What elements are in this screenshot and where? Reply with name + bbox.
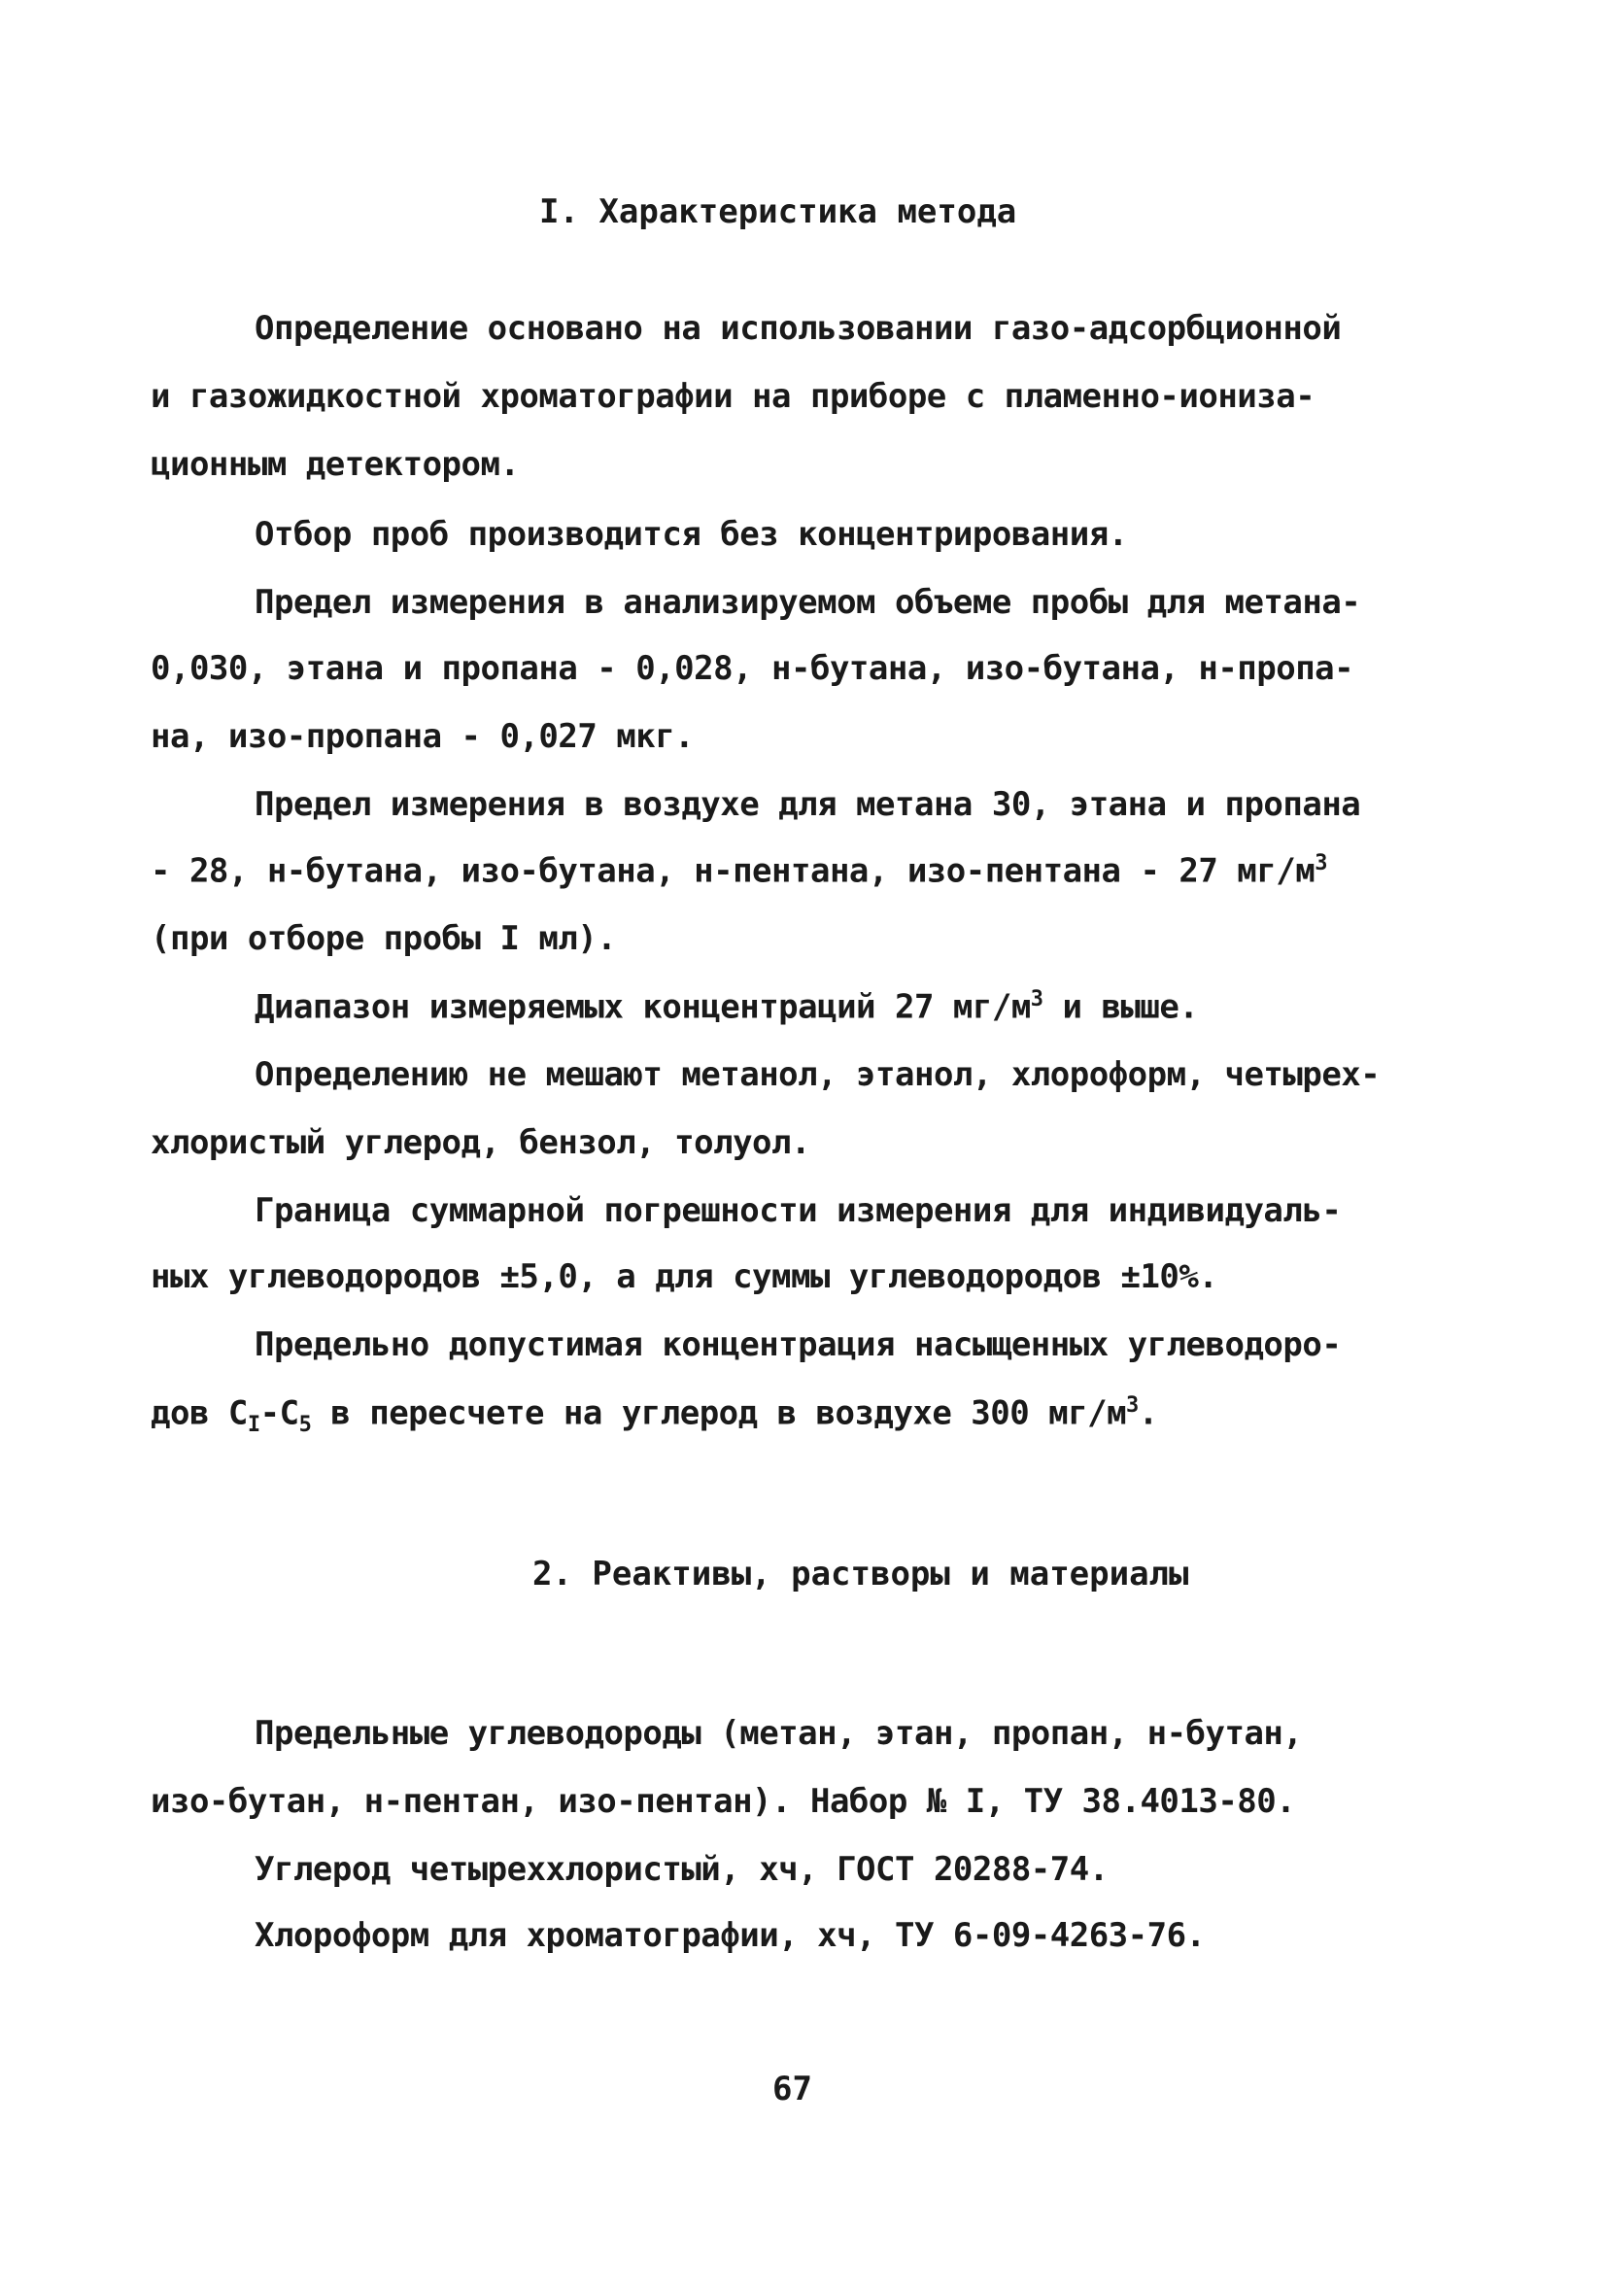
paragraph-line: ных углеводородов ±5,0, а для суммы углеводородов ±10%. [151,1257,1218,1296]
paragraph-line: хлористый углерод, бензол, толуол. [151,1123,810,1162]
paragraph-line: Отбор проб производится без концентрирования. [255,515,1128,554]
paragraph-line: Предел измерения в воздухе для метана 30, этана и пропана [255,785,1361,824]
paragraph-line: Хлороформ для хроматографии, хч, ТУ 6-09-4263-76. [255,1916,1206,1955]
line-text: - 28, н-бутана, изо-бутана, н-пентана, изо-пентана - 27 мг/м [151,851,1316,891]
superscript: 3 [1126,1393,1139,1418]
section-1-title: I. Характеристика метода [539,192,1017,231]
paragraph-line [255,987,1198,1026]
paragraph-line: 0,030, этана и пропана - 0,028, н-бутана, изо-бутана, н-пропа- [151,649,1354,688]
paragraph-line: Предел измерения в анализируемом объеме пробы для метана- [255,583,1361,622]
paragraph-line: Определение основано на использовании газо-адсорбционной [255,309,1342,348]
paragraph-line: Определению не мешают метанол, этанол, хлороформ, четырех- [255,1055,1381,1094]
paragraph-line: на, изо-пропана - 0,027 мкг. [151,717,695,756]
paragraph-line: изо-бутан, н-пентан, изо-пентан). Набор № I, ТУ 38.4013-80. [151,1782,1296,1821]
line-text: и выше. [1042,987,1199,1027]
subscript: I [247,1413,260,1438]
paragraph-line: Углерод четыреххлористый, хч, ГОСТ 20288-74. [255,1850,1109,1889]
line-text: в пересчете на углерод в воздухе 300 мг/м [311,1393,1127,1433]
line-text: -С [259,1393,299,1433]
paragraph-line [151,851,1327,890]
subscript: 5 [298,1413,312,1438]
paragraph-line: Предельно допустимая концентрация насыщенных углеводоро- [255,1325,1342,1364]
line-text: . [1138,1393,1158,1433]
paragraph-line [151,1393,1158,1437]
page-number: 67 [772,2070,812,2108]
superscript: 3 [1315,851,1327,875]
paragraph-line: (при отборе пробы I мл). [151,919,617,958]
line-text: Диапазон измеряемых концентраций 27 мг/м [255,987,1031,1027]
section-2-title: 2. Реактивы, растворы и материалы [532,1555,1189,1593]
paragraph-line: ционным детектором. [151,445,520,484]
paragraph-line: Предельные углеводороды (метан, этан, пропан, н-бутан, [255,1714,1303,1753]
paragraph-line: и газожидкостной хроматографии на приборе с пламенно-иониза- [151,377,1316,416]
paragraph-line: Граница суммарной погрешности измерения для индивидуаль- [255,1191,1342,1230]
superscript: 3 [1030,987,1043,1011]
line-text: дов С [151,1393,248,1433]
